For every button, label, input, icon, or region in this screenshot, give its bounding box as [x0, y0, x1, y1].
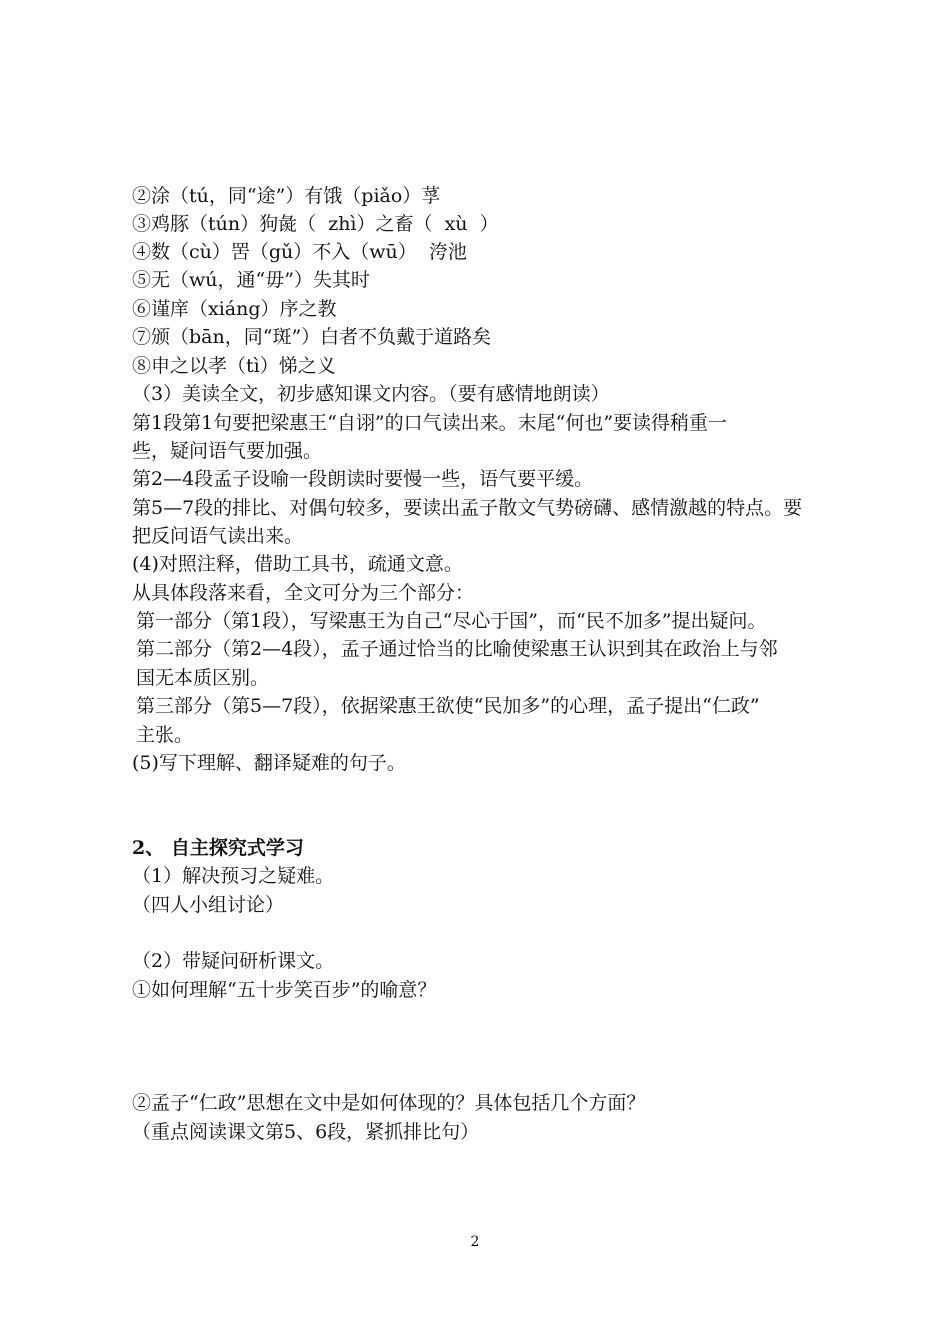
text-line: ①如何理解“五十步笑百步”的喻意？	[132, 979, 437, 1001]
text-line: 第2—4段孟子设喻一段朗读时要慢一些，语气要平缓。	[132, 468, 594, 490]
page-number: 2	[470, 1234, 480, 1250]
text-line: 从具体段落来看，全文可分为三个部分：	[132, 582, 475, 604]
text-line: （四人小组讨论）	[132, 894, 285, 916]
text-line: ⑥谨庠（xiáng）序之教	[132, 298, 337, 320]
text-line: （重点阅读课文第5、6段，紧抓排比句）	[132, 1121, 480, 1143]
text-line: (4)对照注释，借助工具书，疏通文意。	[132, 553, 463, 575]
section-heading: 2、 自主探究式学习	[132, 837, 304, 859]
text-line: ⑧申之以孝（tì）悌之义	[132, 355, 336, 377]
text-line: ②涂（tú，同“途”）有饿（piǎo）莩	[132, 185, 441, 207]
text-line: 国无本质区别。	[136, 667, 270, 689]
text-line: (5)写下理解、翻译疑难的句子。	[132, 752, 406, 774]
text-line: ⑦颁（bān，同“斑”）白者不负戴于道路矣	[132, 326, 492, 348]
text-line: 第1段第1句要把梁惠王“自诩”的口气读出来。末尾“何也”要读得稍重一	[132, 412, 728, 434]
text-line: 第一部分（第1段），写梁惠王为自己“尽心于国”，而“民不加多”提出疑问。	[136, 610, 767, 632]
text-line: 第三部分（第5—7段），依据梁惠王欲使“民加多”的心理，孟子提出“仁政”	[136, 695, 760, 717]
text-line: 些，疑问语气要加强。	[132, 440, 323, 462]
text-line: （3）美读全文，初步感知课文内容。（要有感情地朗读）	[132, 383, 610, 405]
text-line: ③鸡豚（tún）狗彘（ zhì）之畜（ xù ）	[132, 213, 499, 235]
text-line: 主张。	[136, 724, 194, 746]
text-line: （1）解决预习之疑难。	[132, 865, 335, 887]
text-line: （2）带疑问研析课文。	[132, 950, 335, 972]
text-line: 第5—7段的排比、对偶句较多，要读出孟子散文气势磅礴、感情激越的特点。要	[132, 497, 803, 519]
text-line: ⑤无（wú，通“毋”）失其时	[132, 269, 370, 291]
text-line: ②孟子“仁政”思想在文中是如何体现的？具体包括几个方面？	[132, 1092, 646, 1114]
text-line: 第二部分（第2—4段），孟子通过恰当的比喻使梁惠王认识到其在政治上与邻	[136, 638, 778, 660]
text-line: 把反问语气读出来。	[132, 525, 304, 547]
text-line: ④数（cù）罟（gǔ）不入（wū） 洿池	[132, 241, 467, 263]
